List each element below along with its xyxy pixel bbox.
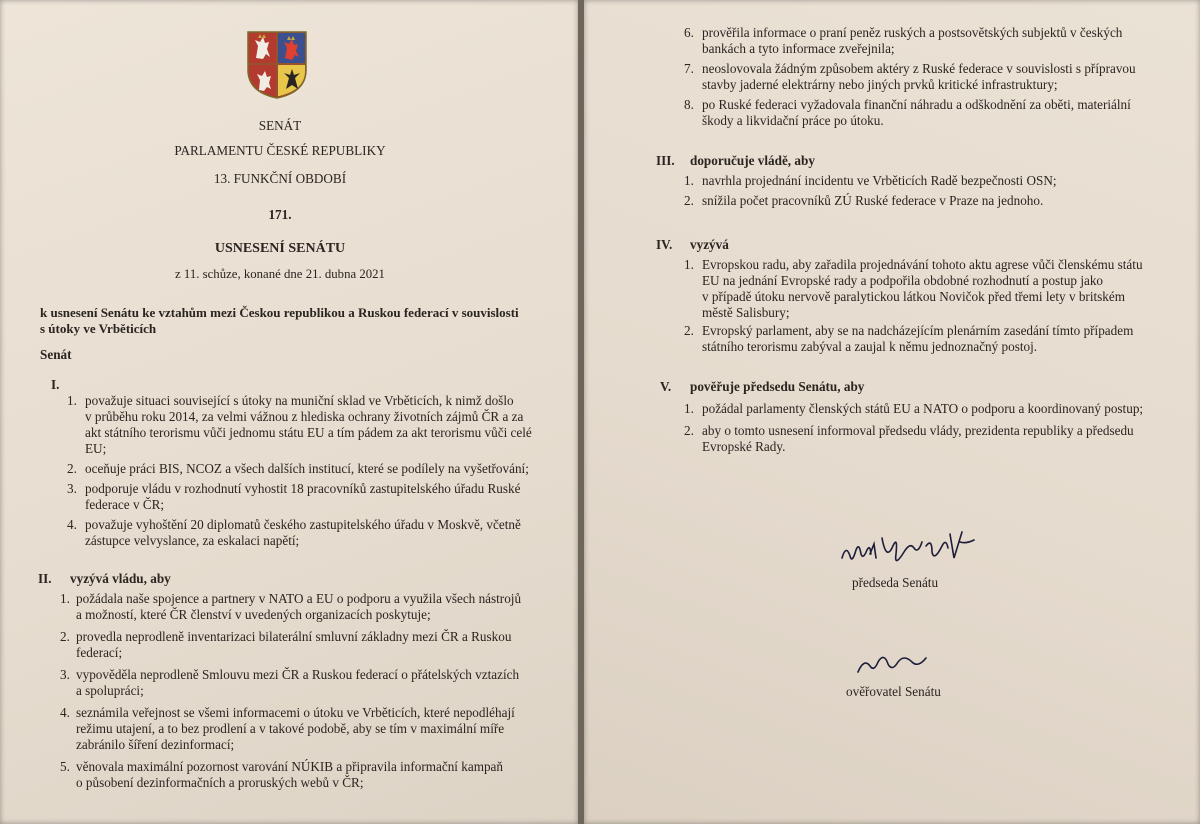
list-item-line: podporuje vládu v rozhodnutí vyhostit 18 pracovníků zastupitelského úřadu Ruské [85, 481, 521, 496]
list-item-line: Evropskou radu, aby zařadila projednávání tohoto aktu agrese vůči členskému státu [702, 257, 1143, 272]
list-item-number: 2. [60, 629, 70, 644]
section-5-heading: pověřuje předsedu Senátu, aby [690, 379, 865, 394]
list-item-line: prověřila informace o praní peněz ruských a postsovětských subjektů v českých [702, 25, 1123, 40]
section-2-numeral: II. [38, 571, 52, 586]
list-item-line: EU; [85, 441, 107, 456]
list-item-number: 1. [684, 401, 694, 416]
chair-label: předseda Senátu [852, 575, 939, 590]
resolution-number: 171. [268, 207, 292, 222]
list-item-line: bankách a tyto informace zveřejnila; [702, 41, 895, 56]
chair-signature-icon [834, 528, 984, 576]
list-item-line: státního terorismu zabýval a zaujal k němu jednoznačný postoj. [702, 339, 1038, 354]
list-item-line: zabránilo šíření dezinformací; [76, 737, 235, 752]
list-item-number: 3. [60, 667, 70, 682]
list-item-number: 8. [684, 97, 694, 112]
list-item-line: zástupce velvyslance, za eskalaci napětí; [85, 533, 300, 548]
list-item-number: 2. [67, 461, 77, 476]
section-2-heading: vyzývá vládu, aby [70, 571, 171, 586]
list-item-number: 2. [684, 323, 694, 338]
state-coat-of-arms-icon [246, 30, 308, 100]
subject-line-1: k usnesení Senátu ke vztahům mezi Českou republikou a Ruskou federací v souvislosti [40, 305, 519, 320]
list-item-line: neoslovovala žádným způsobem aktéry z Ruské federace v souvislosti s přípravou [702, 61, 1136, 76]
list-item-line: aby o tomto usnesení informoval předsedu vlády, prezidenta republiky a předsedu [702, 423, 1134, 438]
list-item-number: 7. [684, 61, 694, 76]
list-item-line: požádala naše spojence a partnery v NATO a EU o podporu a využila všech nástrojů [76, 591, 522, 606]
section-1-numeral: I. [51, 377, 60, 392]
list-item-line: režimu utajení, a to bez prodlení a v takové podobě, aby se tím v maximální míře [76, 721, 505, 736]
list-item-line: v případě útoku nervově paralytickou látkou Novičok před třemi lety v britském [702, 289, 1125, 304]
section-3-numeral: III. [656, 153, 675, 168]
list-item-line: federace v ČR; [85, 497, 165, 512]
section-5-numeral: V. [660, 379, 672, 394]
subject-line-2: s útoky ve Vrběticích [40, 321, 157, 336]
verifier-label: ověřovatel Senátu [846, 684, 941, 699]
section-4-heading: vyzývá [690, 237, 729, 252]
parliament-title: PARLAMENTU ČESKÉ REPUBLIKY [174, 143, 386, 158]
section-3-heading: doporučuje vládě, aby [690, 153, 815, 168]
senat-label: Senát [40, 347, 72, 362]
list-item-line: po Ruské federaci vyžadovala finanční náhradu a odškodnění za oběti, materiální [702, 97, 1131, 112]
list-item-line: a možností, které ČR členství v uvedených organizacích poskytuje; [76, 607, 431, 622]
list-item-number: 1. [684, 173, 694, 188]
chamber-title: SENÁT [258, 118, 302, 133]
list-item-line: a spolupráci; [76, 683, 144, 698]
list-item-line: akt státního terorismu vůči jednomu státu EU a tím pádem za akt terorismu vůči celé [85, 425, 532, 440]
list-item-line: škody a likvidační práce po útoku. [702, 113, 884, 128]
list-item-line: stavby jaderné elektrárny nebo jiných prvků kritické infrastruktury; [702, 77, 1058, 92]
list-item-line: v průběhu roku 2014, za velmi vážnou z hlediska ochrany životních zájmů ČR a za [85, 409, 524, 424]
document-page-left [0, 0, 578, 824]
list-item-line: považuje vyhoštění 20 diplomatů českého zastupitelského úřadu v Moskvě, včetně [85, 517, 521, 532]
list-item-line: snížila počet pracovníků ZÚ Ruské federace v Praze na jednoho. [702, 193, 1044, 208]
list-item-line: Evropský parlament, aby se na nadcházejícím plenárním zasedání tímto případem [702, 323, 1134, 338]
list-item-number: 1. [67, 393, 77, 408]
document-page-right [584, 0, 1200, 824]
list-item-number: 6. [684, 25, 694, 40]
list-item-line: věnovala maximální pozornost varování NÚKIB a připravila informační kampaň [76, 759, 503, 774]
list-item-number: 4. [67, 517, 77, 532]
list-item-number: 1. [60, 591, 70, 606]
list-item-line: městě Salisbury; [702, 305, 790, 320]
list-item-number: 4. [60, 705, 70, 720]
session-info: z 11. schůze, konané dne 21. dubna 2021 [175, 267, 385, 281]
verifier-signature-icon [854, 650, 934, 680]
list-item-line: federací; [76, 645, 123, 660]
list-item-number: 2. [684, 193, 694, 208]
document-title: USNESENÍ SENÁTU [214, 241, 346, 256]
list-item-number: 3. [67, 481, 77, 496]
list-item-number: 1. [684, 257, 694, 272]
list-item-line: o působení dezinformačních a proruských webů v ČR; [76, 775, 364, 790]
list-item-line: oceňuje práci BIS, NCOZ a všech dalších institucí, které se podílely na vyšetřování; [85, 461, 529, 476]
list-item-line: požádal parlamenty členských států EU a NATO o podporu a koordinovaný postup; [702, 401, 1144, 416]
list-item-number: 2. [684, 423, 694, 438]
term-title: 13. FUNKČNÍ OBDOBÍ [213, 171, 347, 186]
list-item-line: vypověděla neprodleně Smlouvu mezi ČR a Ruskou federací o přátelských vztazích [76, 667, 520, 682]
list-item-line: považuje situaci související s útoky na muniční sklad ve Vrběticích, k nimž došlo [85, 393, 514, 408]
section-4-numeral: IV. [656, 237, 673, 252]
list-item-line: navrhla projednání incidentu ve Vrběticích Radě bezpečnosti OSN; [702, 173, 1057, 188]
list-item-number: 5. [60, 759, 70, 774]
list-item-line: Evropské Rady. [702, 439, 786, 454]
list-item-line: seznámila veřejnost se všemi informacemi o útoku ve Vrběticích, které nepodléhají [76, 705, 515, 720]
list-item-line: EU na jednání Evropské rady a podpořila obdobné rozhodnutí a postup jako [702, 273, 1104, 288]
list-item-line: provedla neprodleně inventarizaci bilaterální smluvní základny mezi ČR a Ruskou [76, 629, 512, 644]
